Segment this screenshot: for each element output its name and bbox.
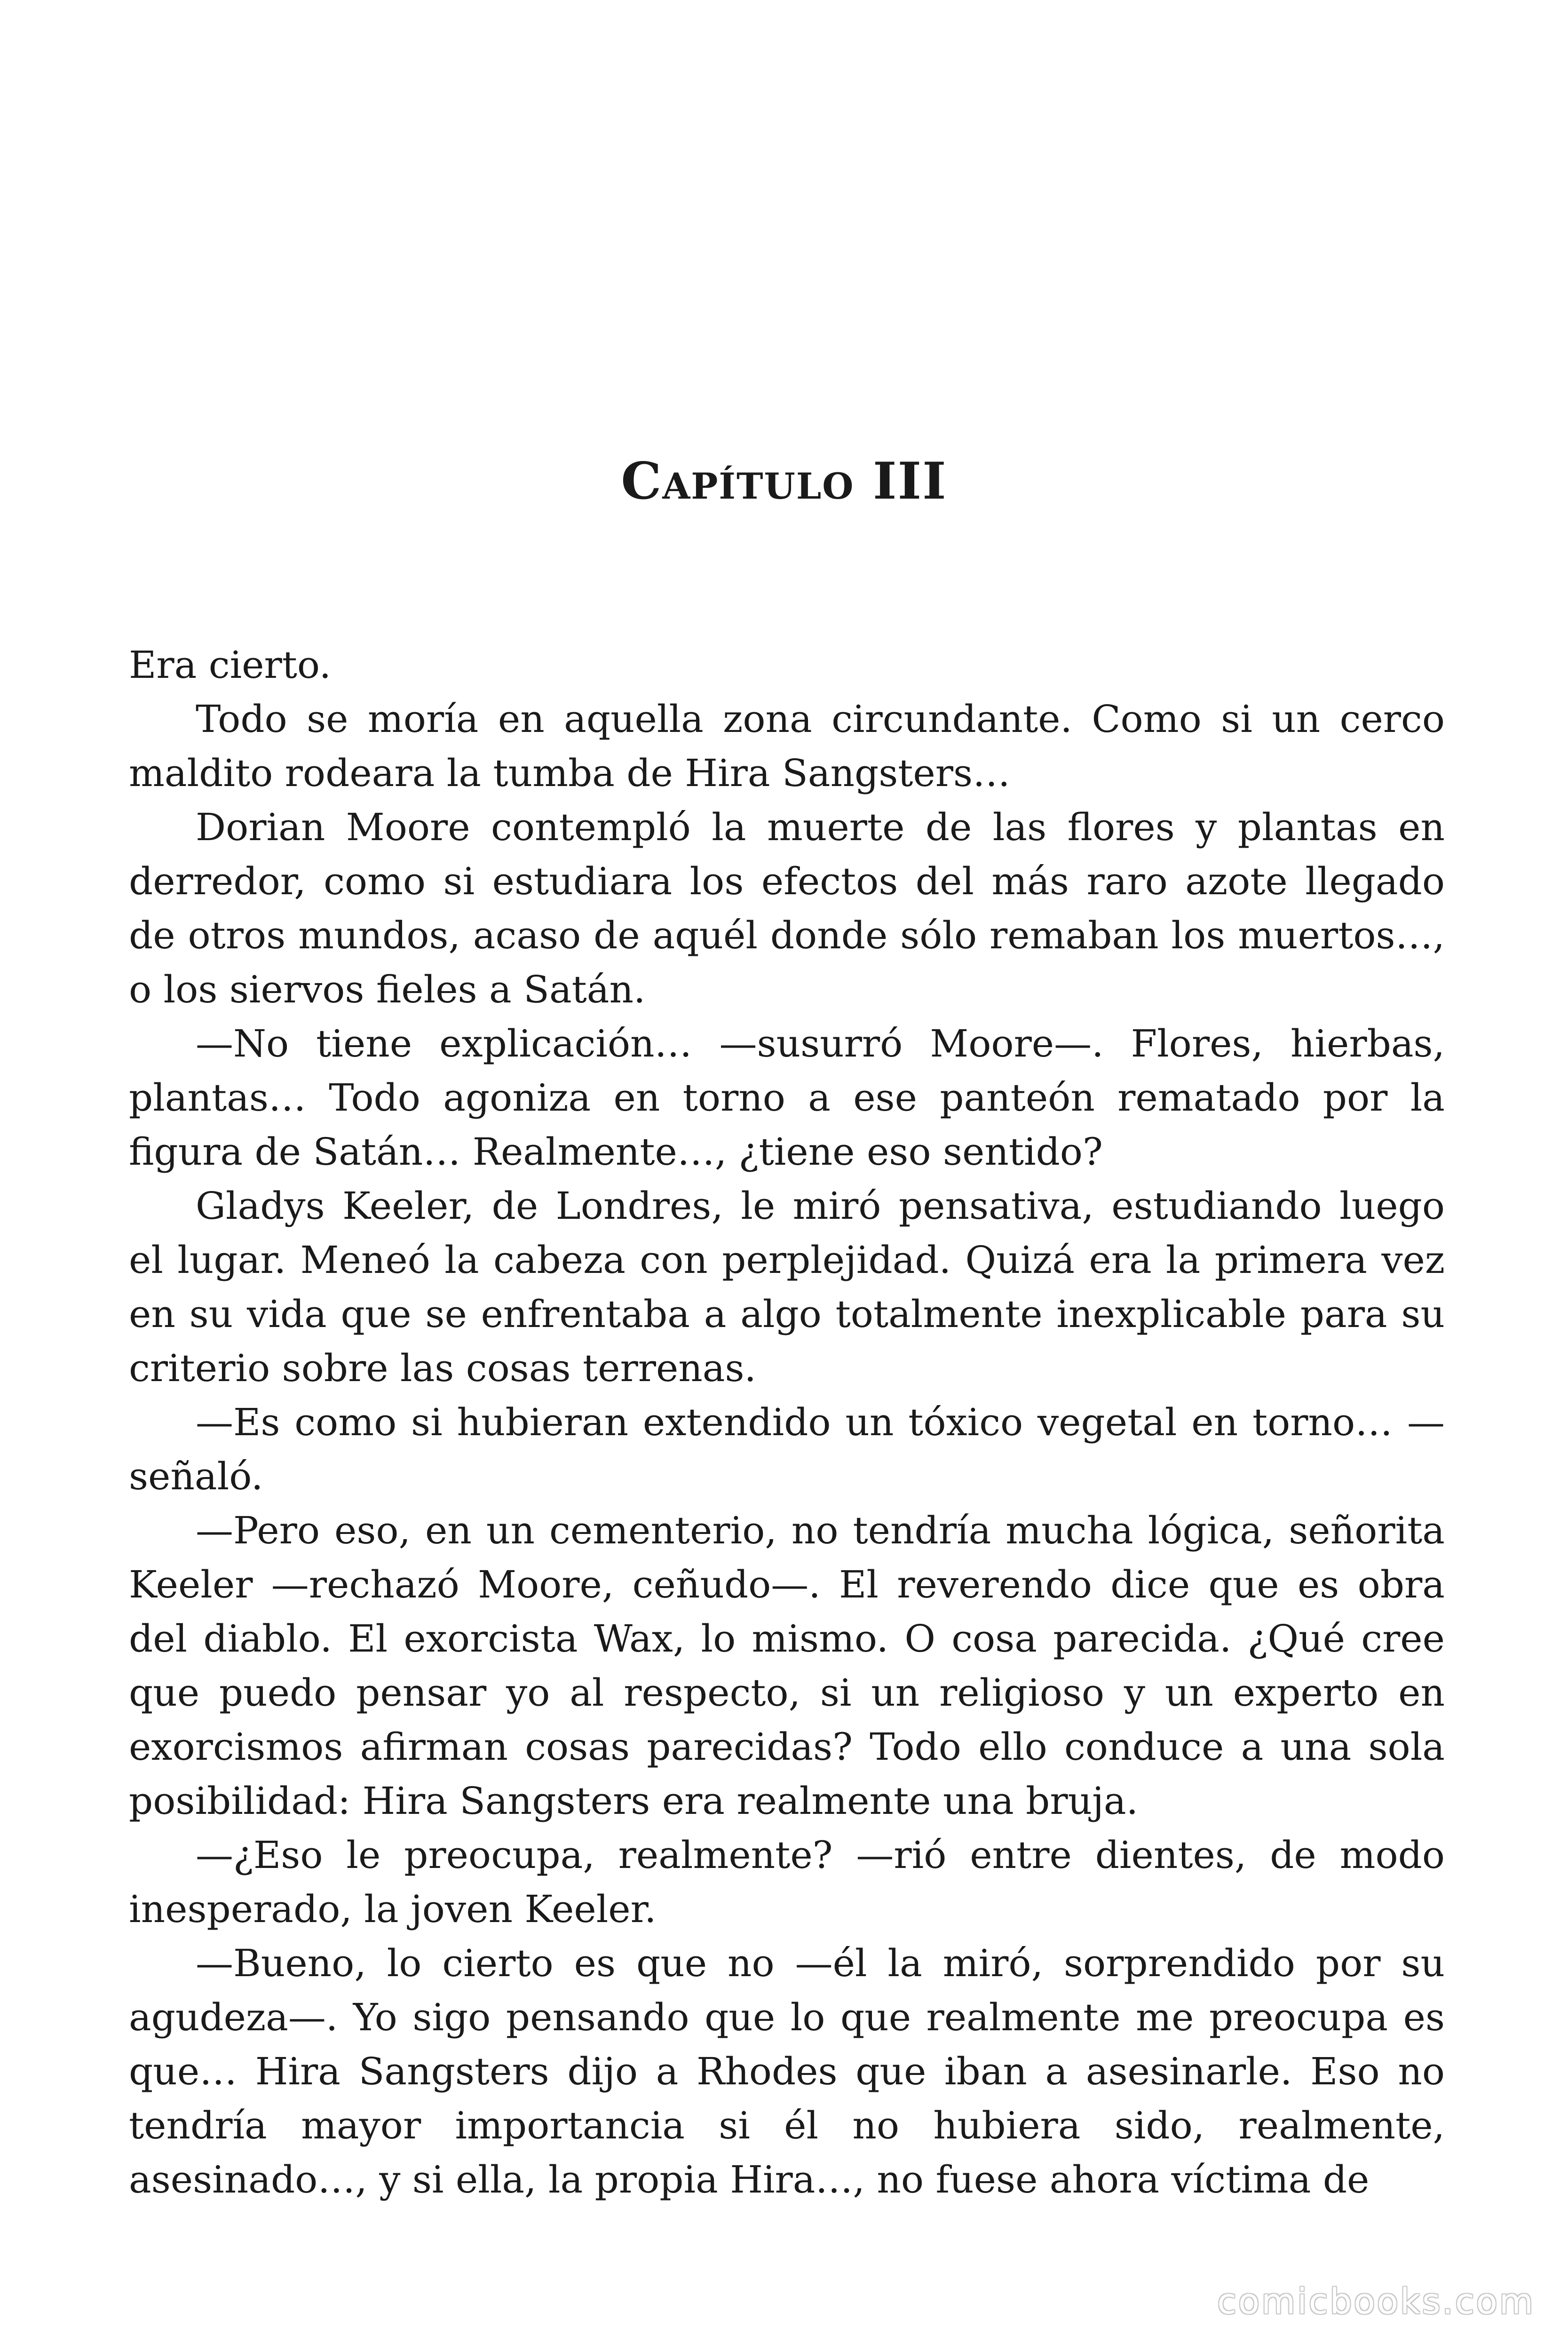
- paragraph-3: Dorian Moore contempló la muerte de las flores y plantas en derredor, como si estudiara los efectos del más raro azote llegado de otros mundos, acaso de aquél donde sólo remaban los muertos…, o los siervos fieles a Satán.: [129, 805, 1445, 1011]
- paragraph-1: Era cierto.: [129, 643, 332, 687]
- paragraph-4: —No tiene explicación… —susurró Moore—. Flores, hierbas, plantas… Todo agoniza en torno a ese panteón rematado por la figura de Satán… Realmente…, ¿tiene eso sentido?: [129, 1022, 1445, 1174]
- paragraph-5: Gladys Keeler, de Londres, le miró pensativa, estudiando luego el lugar. Meneó la cabeza con perplejidad. Quizá era la primera vez en su vida que se enfrentaba a algo totalmente inexplicable para su criterio sobre las cosas terrenas.: [129, 1184, 1445, 1390]
- chapter-title: Capítulo III: [621, 452, 947, 511]
- paragraph-6: —Es como si hubieran extendido un tóxico vegetal en torno… —señaló.: [129, 1400, 1445, 1498]
- watermark: comicbooks.com: [1217, 2281, 1535, 2322]
- paragraph-8: —¿Eso le preocupa, realmente? —rió entre dientes, de modo inesperado, la joven Keeler.: [129, 1833, 1445, 1931]
- body-text: [129, 638, 1445, 2207]
- paragraph-9: —Bueno, lo cierto es que no —él la miró, sorprendido por su agudeza—. Yo sigo pensando que lo que realmente me preocupa es que… Hira Sangsters dijo a Rhodes que iban a asesinarle. Eso no tendría mayor importancia si él no hubiera sido, realmente, asesinado…, y si ella, la propia Hira…, no fuese ahora víctima de: [129, 1941, 1445, 2201]
- paragraph-2: Todo se moría en aquella zona circundante. Como si un cerco maldito rodeara la tumba de Hira Sangsters…: [129, 697, 1445, 795]
- paragraph-7: —Pero eso, en un cementerio, no tendría mucha lógica, señorita Keeler —rechazó Moore, ceñudo—. El reverendo dice que es obra del diablo. El exorcista Wax, lo mismo. O cosa parecida. ¿Qué cree que puedo pensar yo al respecto, si un religioso y un experto en exorcismos afirman cosas parecidas? Todo ello conduce a una sola posibilidad: Hira Sangsters era realmente una bruja.: [129, 1509, 1445, 1823]
